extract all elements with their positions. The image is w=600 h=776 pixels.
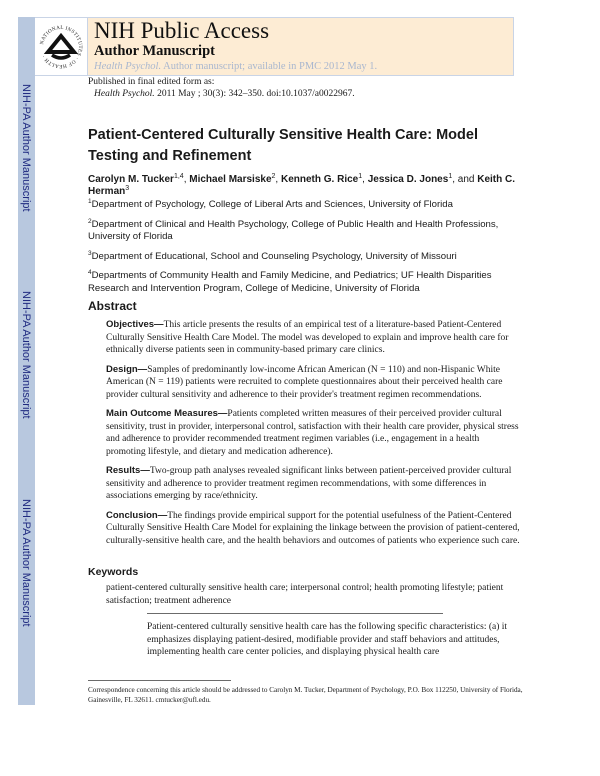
- keywords-heading: Keywords: [88, 566, 139, 578]
- citation: [88, 88, 355, 100]
- author-name: Carolyn M. Tucker: [88, 174, 174, 185]
- citation-details: 2011 May ; 30(3): 342–350. doi:10.1037/a0022967.: [157, 89, 355, 99]
- author-name: Jessica D. Jones: [367, 174, 449, 185]
- author-affil-ref: 1: [448, 173, 453, 180]
- affiliation: $^3$Department of Educational, School and Counseling Psychology, University of Missouri: [88, 249, 457, 262]
- journal-name: Health Psychol.: [94, 61, 162, 72]
- author-name: Keith C. Herman: [88, 174, 516, 197]
- body-paragraph: Patient-centered culturally sensitive health care has the following specific characteristics: (a) it emphasizes displaying patient-desired, modifiable provider and staff behaviors and attitudes, implementing health care center policies, and displaying physical health care: [147, 622, 508, 657]
- section-divider: [147, 613, 443, 614]
- header-banner: [88, 18, 513, 75]
- abstract-objectives: Objectives—This article presents the results of an empirical test of a literature-based Patient-Centered Culturally Sensitive Health Care Model. The model was developed to explain and improve health care for ethnically diverse patients seen in community-based primary care clinics.: [106, 319, 509, 355]
- author-affil-ref: 1,4: [173, 173, 184, 180]
- affiliation: $^2$Department of Clinical and Health Psychology, College of Public Health and Health Professions, University of Florida: [88, 217, 499, 242]
- author-name: Kenneth G. Rice: [280, 174, 359, 185]
- sidebar-label-3: [18, 499, 35, 511]
- author-list: Carolyn M. Tucker$^{1,4}$, Michael Marsiske$^2$, Kenneth G. Rice$^1$, Jessica D. Jones$^1$, and Keith C. Herman$^3$: [88, 173, 516, 197]
- nih-public-access-title: NIH Public Access: [94, 18, 270, 43]
- sidebar-label-1: [18, 84, 35, 96]
- abstract-conclusion: Conclusion—The findings provide empirical support for the potential usefulness of the Patient-Centered Culturally Sensitive Health Care Model for explaining the linkage between the provision of patient-centered, culturally-sensitive health care, and the health behaviors and outcomes of patients who experience such care.: [106, 509, 520, 546]
- footnote-divider: [88, 680, 231, 681]
- author-affil-ref: 3: [125, 185, 130, 192]
- affiliations: [88, 199, 528, 302]
- citation-journal: Health Psychol.: [94, 89, 155, 99]
- availability-text: Author manuscript; available in PMC 2012 May 1.: [163, 61, 378, 72]
- affiliation: $^4$Departments of Community Health and Family Medicine, and Pediatrics; UF Health Disparities Research and Intervention Program, College of Medicine, University of Florida: [88, 269, 492, 294]
- article-title: Patient-Centered Culturally Sensitive Health Care: Model Testing and Refinement: [88, 127, 478, 164]
- abstract-heading: Abstract: [88, 299, 137, 313]
- keywords-list: patient-centered culturally sensitive health care; interpersonal control; health promoting lifestyle; patient satisfaction; treatment adherence: [106, 583, 504, 606]
- published-label: Published in final edited form as:: [88, 77, 215, 87]
- correspondence-footnote: Correspondence concerning this article should be addressed to Carolyn M. Tucker, Department of Psychology, P.O. Box 112250, University of Florida, Gainesville, FL 32611. cmtucker@ufl.edu.: [88, 686, 523, 704]
- author-manuscript-label: Author Manuscript: [94, 43, 215, 59]
- nih-logo: [35, 18, 88, 75]
- author-name: Michael Marsiske: [189, 174, 272, 185]
- abstract-main-outcome-measures: Main Outcome Measures—Patients completed written measures of their perceived provider cultural sensitivity, trust in provider, interpersonal control, satisfaction with their health care provider, physical stress and adherence to provider recommended treatment regimen variables (i.e., engagement in a health promoting lifestyle, and dietary and medication adherence).: [106, 408, 519, 457]
- nih-header: [35, 17, 514, 76]
- abstract-design: Design—Samples of predominantly low-income African American (N = 110) and non-Hispanic White American (N = 119) patients were recruited to complete questionnaires about their perceived health care provider cultural sensitivity and adherence to their provider's treatment regimen recommendations.: [106, 363, 503, 400]
- abstract-body: [106, 319, 521, 554]
- nih-seal-icon: [37, 23, 85, 71]
- author-affil-ref: 2: [271, 173, 276, 180]
- svg-text:NATIONAL INSTITUTES · OF HEALT: NATIONAL INSTITUTES · OF HEALTH ·: [39, 24, 84, 69]
- author-affil-ref: 1: [358, 173, 363, 180]
- published-info: [88, 76, 355, 100]
- abstract-results: Results—Two-group path analyses revealed significant links between patient-perceived provider cultural sensitivity and adherence to provider treatment regimen recommendations, with some differences in associations emerging by race/ethnicity.: [106, 465, 512, 501]
- affiliation: $^1$Department of Psychology, College of Liberal Arts and Sciences, University of Florida: [88, 198, 453, 210]
- availability-line: [94, 60, 513, 74]
- sidebar-label-2: [18, 291, 35, 303]
